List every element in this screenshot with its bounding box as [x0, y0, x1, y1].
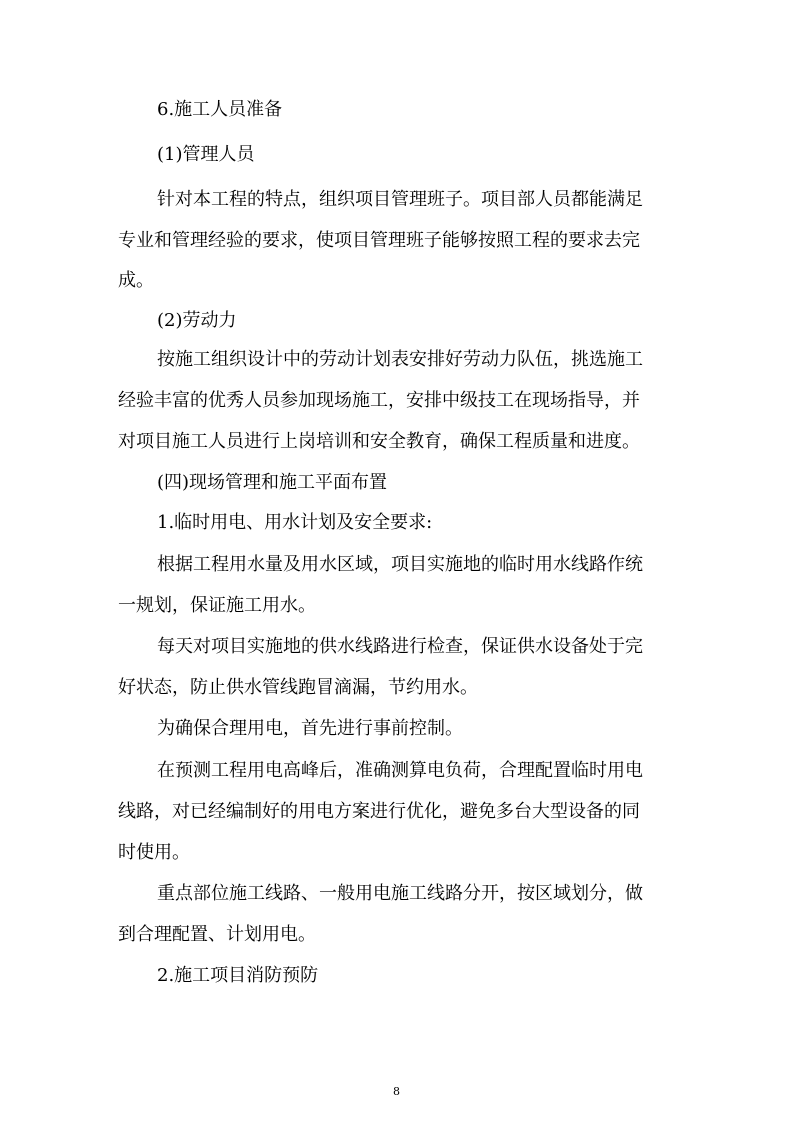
paragraph-line: 按施工组织设计中的劳动计划表安排好劳动力队伍，挑选施工 — [157, 349, 643, 370]
paragraph-line: 根据工程用水量及用水区域，项目实施地的临时用水线路作统 — [157, 554, 643, 575]
paragraph-line: 经验丰富的优秀人员参加现场施工，安排中级技工在现场指导，并 — [118, 390, 640, 411]
paragraph-line: 专业和管理经验的要求，使项目管理班子能够按照工程的要求去完 — [118, 230, 640, 251]
heading-site-management-layout: (四)现场管理和施工平面布置 — [157, 472, 388, 493]
paragraph-line: 线路，对已经编制好的用电方案进行优化，避免多台大型设备的同 — [118, 801, 640, 822]
paragraph-line: 成。 — [118, 270, 154, 291]
heading-construction-staff-preparation: 6.施工人员准备 — [157, 99, 283, 120]
paragraph-line: 到合理配置、计划用电。 — [118, 924, 316, 945]
paragraph-line: 在预测工程用电高峰后，准确测算电负荷，合理配置临时用电 — [157, 760, 643, 781]
paragraph-line: 好状态，防止供水管线跑冒滴漏，节约用水。 — [118, 677, 478, 698]
paragraph-line: 为确保合理用电，首先进行事前控制。 — [157, 718, 463, 739]
paragraph-line: 一规划，保证施工用水。 — [118, 595, 316, 616]
subheading-labor-force: (2)劳动力 — [157, 310, 237, 331]
paragraph-line: 针对本工程的特点，组织项目管理班子。项目部人员都能满足 — [157, 189, 643, 210]
heading-fire-prevention: 2.施工项目消防预防 — [157, 965, 319, 986]
paragraph-line: 时使用。 — [118, 842, 190, 863]
subheading-management-staff: (1)管理人员 — [157, 144, 255, 165]
paragraph-line: 对项目施工人员进行上岗培训和安全教育，确保工程质量和进度。 — [118, 431, 640, 452]
subheading-temporary-power-water: 1.临时用电、用水计划及安全要求: — [157, 512, 433, 533]
page-number: 8 — [393, 1085, 400, 1098]
paragraph-line: 每天对项目实施地的供水线路进行检查，保证供水设备处于完 — [157, 636, 643, 657]
paragraph-line: 重点部位施工线路、一般用电施工线路分开，按区域划分，做 — [157, 883, 643, 904]
